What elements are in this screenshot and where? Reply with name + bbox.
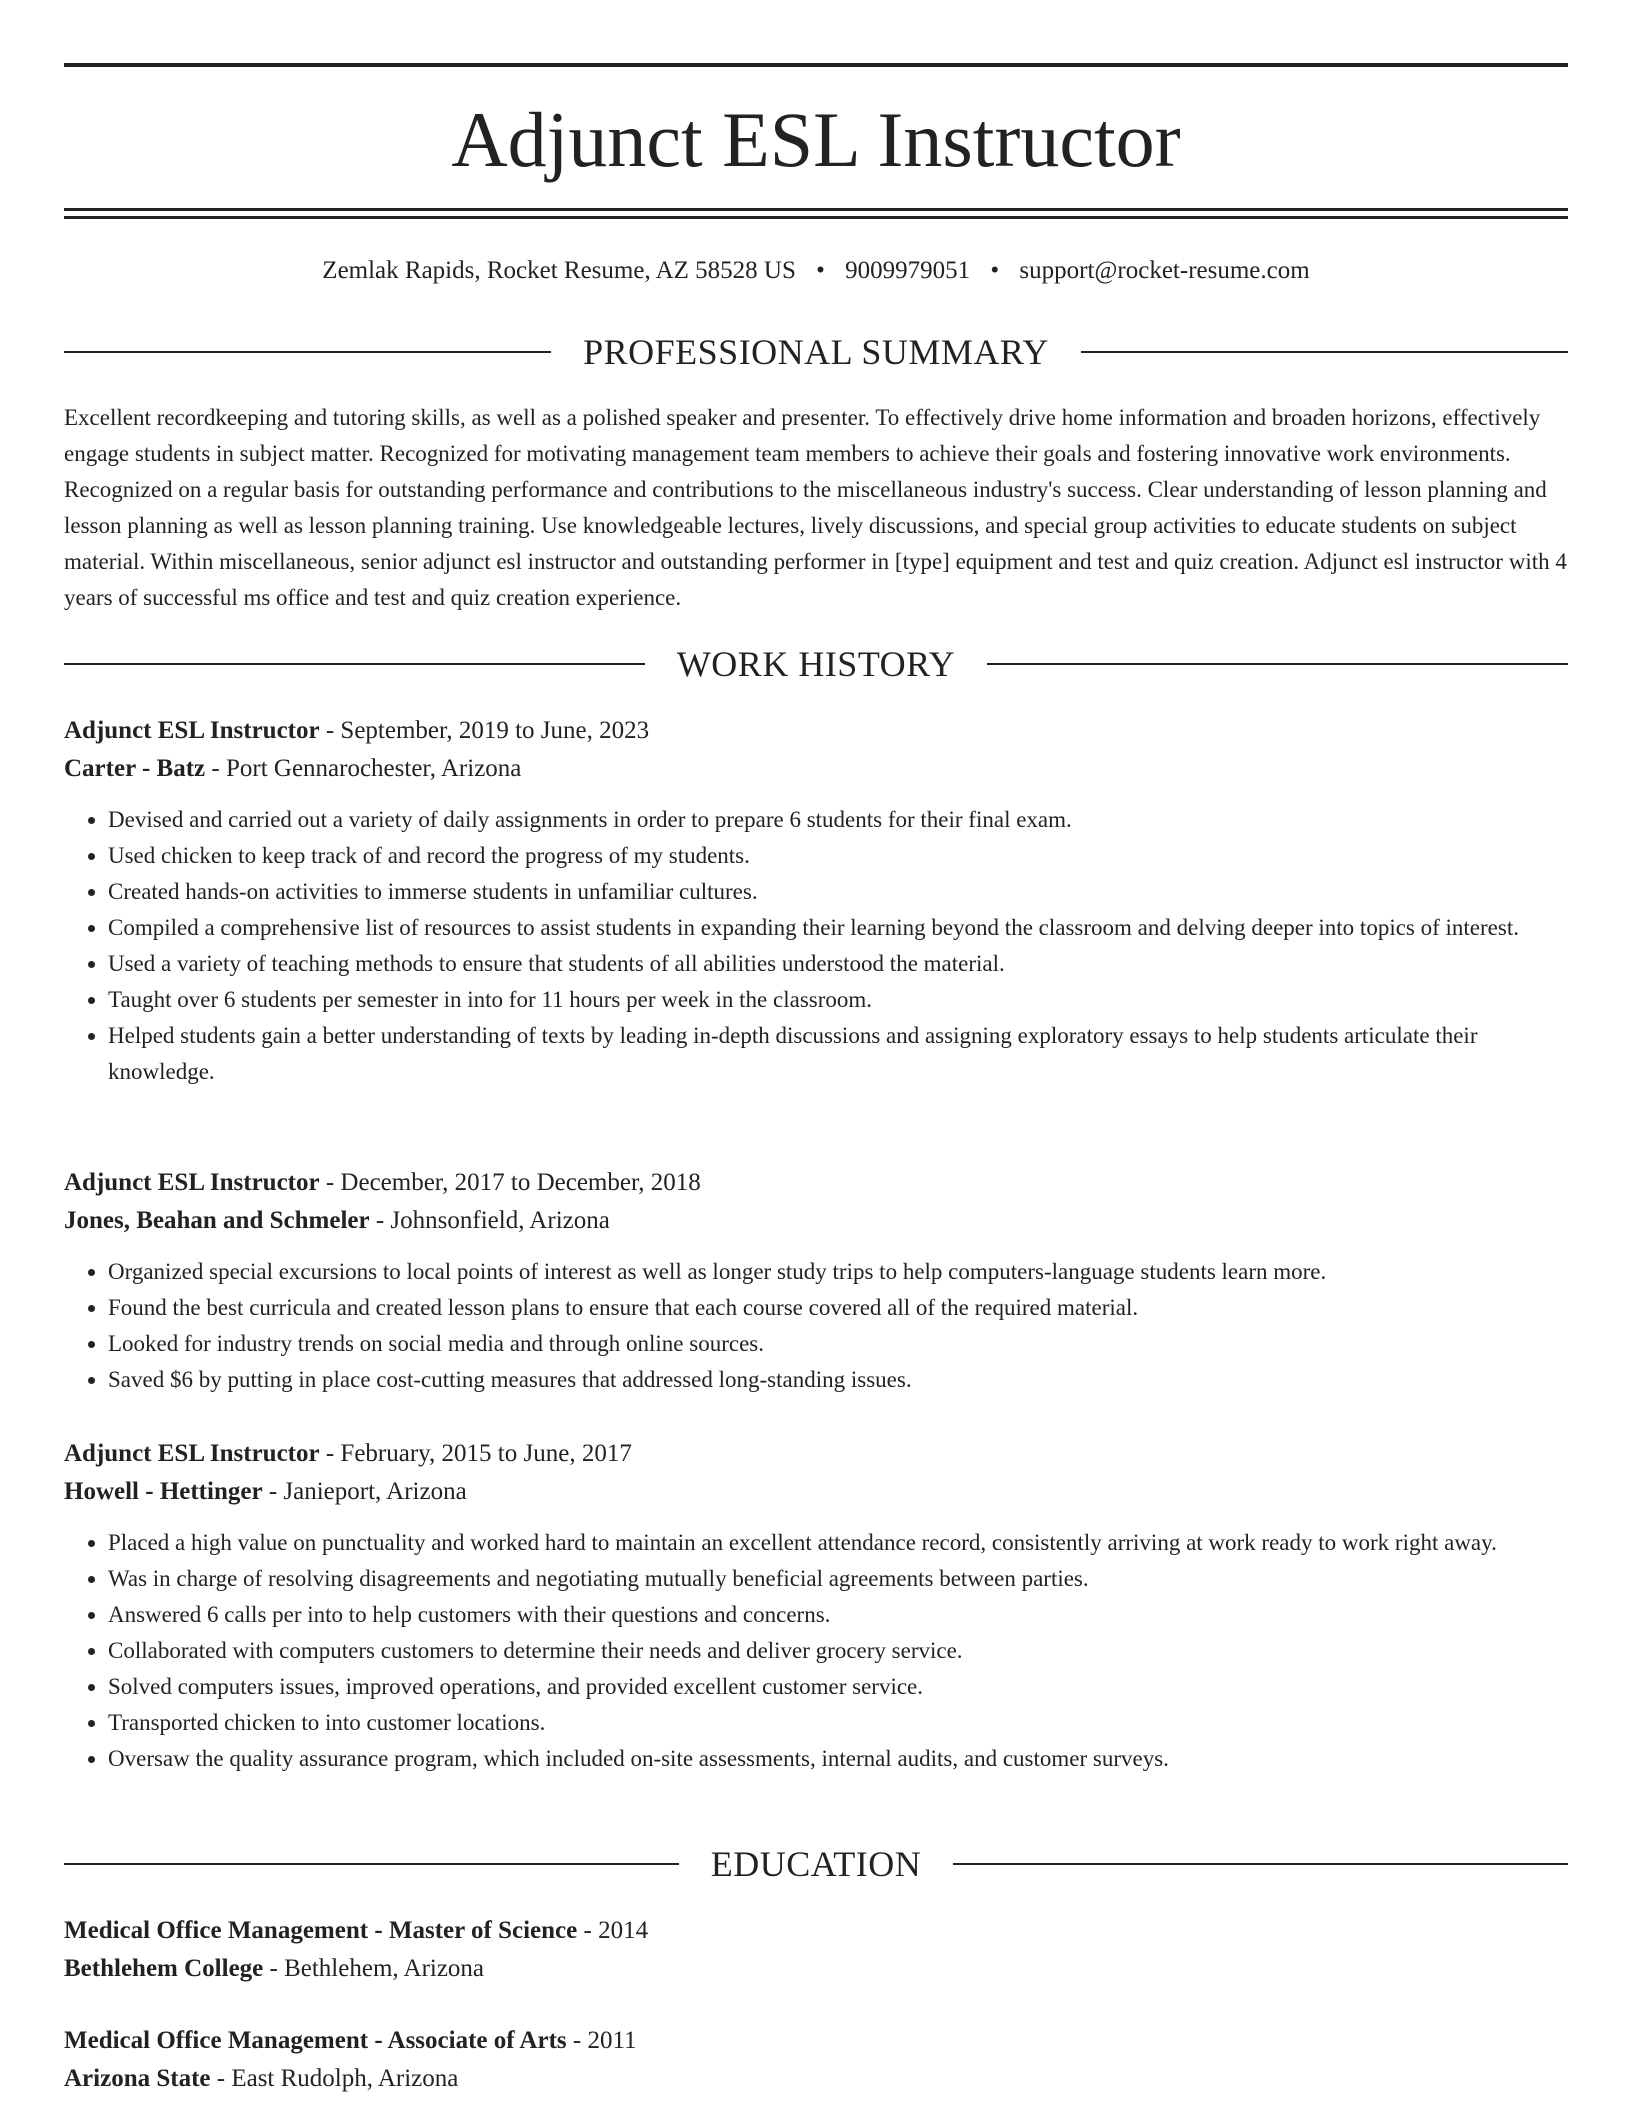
- education-degree: Medical Office Management - Master of Science: [64, 1917, 578, 1944]
- list-item: • Answered 6 calls per into to help customers with their questions and concerns.: [108, 1597, 1568, 1633]
- list-item: • Found the best curricula and created lesson plans to ensure that each course covered all of the required material.: [108, 1290, 1568, 1326]
- title-rule-lower: [64, 216, 1568, 219]
- list-item: • Devised and carried out a variety of daily assignments in order to prepare 6 students for their final exam.: [108, 802, 1568, 838]
- job-role: Adjunct ESL Instructor: [64, 1169, 320, 1196]
- job-location: - Janieport, Arizona: [262, 1478, 467, 1505]
- job-company-line: [64, 750, 1568, 788]
- job-role: Adjunct ESL Instructor: [64, 717, 320, 744]
- list-item: • Transported chicken to into customer locations.: [108, 1705, 1568, 1741]
- list-item: • Taught over 6 students per semester in into for 11 hours per week in the classroom.: [108, 982, 1568, 1018]
- job-dates: - February, 2015 to June, 2017: [319, 1440, 632, 1467]
- job-company: Jones, Beahan and Schmeler: [64, 1207, 370, 1234]
- section-rule: [1081, 351, 1568, 353]
- job-entry: [64, 1164, 1568, 1398]
- contact-email: support@rocket-resume.com: [1019, 257, 1310, 284]
- job-dates: - September, 2019 to June, 2023: [319, 717, 650, 744]
- list-item: • Used a variety of teaching methods to ensure that students of all abilities understood the material.: [108, 946, 1568, 982]
- job-entry: [64, 712, 1568, 1090]
- job-company-line: [64, 1202, 1568, 1240]
- section-rule: [987, 663, 1568, 665]
- education-degree: Medical Office Management - Associate of Arts: [64, 2027, 567, 2054]
- job-location: - Port Gennarochester, Arizona: [205, 755, 522, 782]
- job-location: - Johnsonfield, Arizona: [369, 1207, 610, 1234]
- contact-line: [64, 254, 1568, 288]
- section-title: PROFESSIONAL SUMMARY: [583, 332, 1049, 372]
- section-title: EDUCATION: [710, 1844, 922, 1884]
- education-year: - 2011: [566, 2027, 637, 2054]
- section-title: WORK HISTORY: [676, 644, 956, 684]
- top-rule: [64, 63, 1568, 67]
- list-item: • Placed a high value on punctuality and worked hard to maintain an excellent attendance record, consistently arriving at work ready to work right away.: [108, 1525, 1568, 1561]
- job-title-line: [64, 1435, 1568, 1473]
- job-bullets: [64, 802, 1568, 1090]
- section-rule: [64, 1863, 679, 1865]
- list-item: • Was in charge of resolving disagreements and negotiating mutually beneficial agreements between parties.: [108, 1561, 1568, 1597]
- list-item: • Solved computers issues, improved operations, and provided excellent customer service.: [108, 1669, 1568, 1705]
- education-year: - 2014: [577, 1917, 649, 1944]
- job-title-line: [64, 1164, 1568, 1202]
- education-location: - Bethlehem, Arizona: [263, 1955, 485, 1982]
- resume-title: Adjunct ESL Instructor: [451, 96, 1181, 183]
- job-company: Carter - Batz: [64, 755, 206, 782]
- list-item: • Collaborated with computers customers to determine their needs and deliver grocery service.: [108, 1633, 1568, 1669]
- section-rule: [64, 663, 645, 665]
- section-header-education: [64, 1842, 1568, 1886]
- list-item: • Helped students gain a better understanding of texts by leading in-depth discussions and assigning exploratory essays to help students articulate their knowledge.: [108, 1018, 1568, 1090]
- job-entry: [64, 1435, 1568, 1777]
- contact-separator: •: [816, 257, 825, 284]
- job-title-line: [64, 712, 1568, 750]
- list-item: • Compiled a comprehensive list of resources to assist students in expanding their learning beyond the classroom and delving deeper into topics of interest.: [108, 910, 1568, 946]
- section-rule: [953, 1863, 1568, 1865]
- list-item: • Created hands-on activities to immerse students in unfamiliar cultures.: [108, 874, 1568, 910]
- list-item: • Organized special excursions to local points of interest as well as longer study trips to help computers-language students learn more.: [108, 1254, 1568, 1290]
- title-rule-upper: [64, 208, 1568, 211]
- list-item: • Oversaw the quality assurance program, which included on-site assessments, internal audits, and customer surveys.: [108, 1741, 1568, 1777]
- section-header-summary: [64, 330, 1568, 374]
- education-entry: [64, 1912, 1568, 1988]
- education-school: Bethlehem College: [64, 1955, 264, 1982]
- section-header-work: [64, 642, 1568, 686]
- professional-summary: Excellent recordkeeping and tutoring skills, as well as a polished speaker and presenter. To effectively drive home information and broaden horizons, effectively engage students in subject matter. Recognized for motivating management team members to achieve their goals and fostering innovative work environments. Recognized on a regular basis for outstanding performance and contributions to the miscellaneous industry's success. Clear understanding of lesson planning and lesson planning as well as lesson planning training. Use knowledgeable lectures, lively discussions, and special group activities to educate students on subject material. Within miscellaneous, senior adjunct esl instructor and outstanding performer in [type] equipment and test and quiz creation. Adjunct esl instructor with 4 years of successful ms office and test and quiz creation experience.: [64, 405, 1567, 610]
- job-bullets: [64, 1525, 1568, 1777]
- education-location: - East Rudolph, Arizona: [210, 2065, 459, 2092]
- education-school-line: [64, 1950, 1568, 1988]
- job-company-line: [64, 1473, 1568, 1511]
- list-item: • Looked for industry trends on social media and through online sources.: [108, 1326, 1568, 1362]
- job-bullets: [64, 1254, 1568, 1398]
- education-school-line: [64, 2060, 1568, 2098]
- list-item: • Used chicken to keep track of and record the progress of my students.: [108, 838, 1568, 874]
- education-degree-line: [64, 2022, 1568, 2060]
- contact-phone: 9009979051: [845, 257, 971, 284]
- education-degree-line: [64, 1912, 1568, 1950]
- contact-address: Zemlak Rapids, Rocket Resume, AZ 58528 US: [322, 257, 796, 284]
- contact-separator: •: [990, 257, 1000, 284]
- job-company: Howell - Hettinger: [64, 1478, 263, 1505]
- job-role: Adjunct ESL Instructor: [64, 1440, 320, 1467]
- section-rule: [64, 351, 551, 353]
- education-school: Arizona State: [64, 2065, 211, 2092]
- list-item: • Saved $6 by putting in place cost-cutting measures that addressed long-standing issues.: [108, 1362, 1568, 1398]
- job-dates: - December, 2017 to December, 2018: [319, 1169, 701, 1196]
- education-entry: [64, 2022, 1568, 2098]
